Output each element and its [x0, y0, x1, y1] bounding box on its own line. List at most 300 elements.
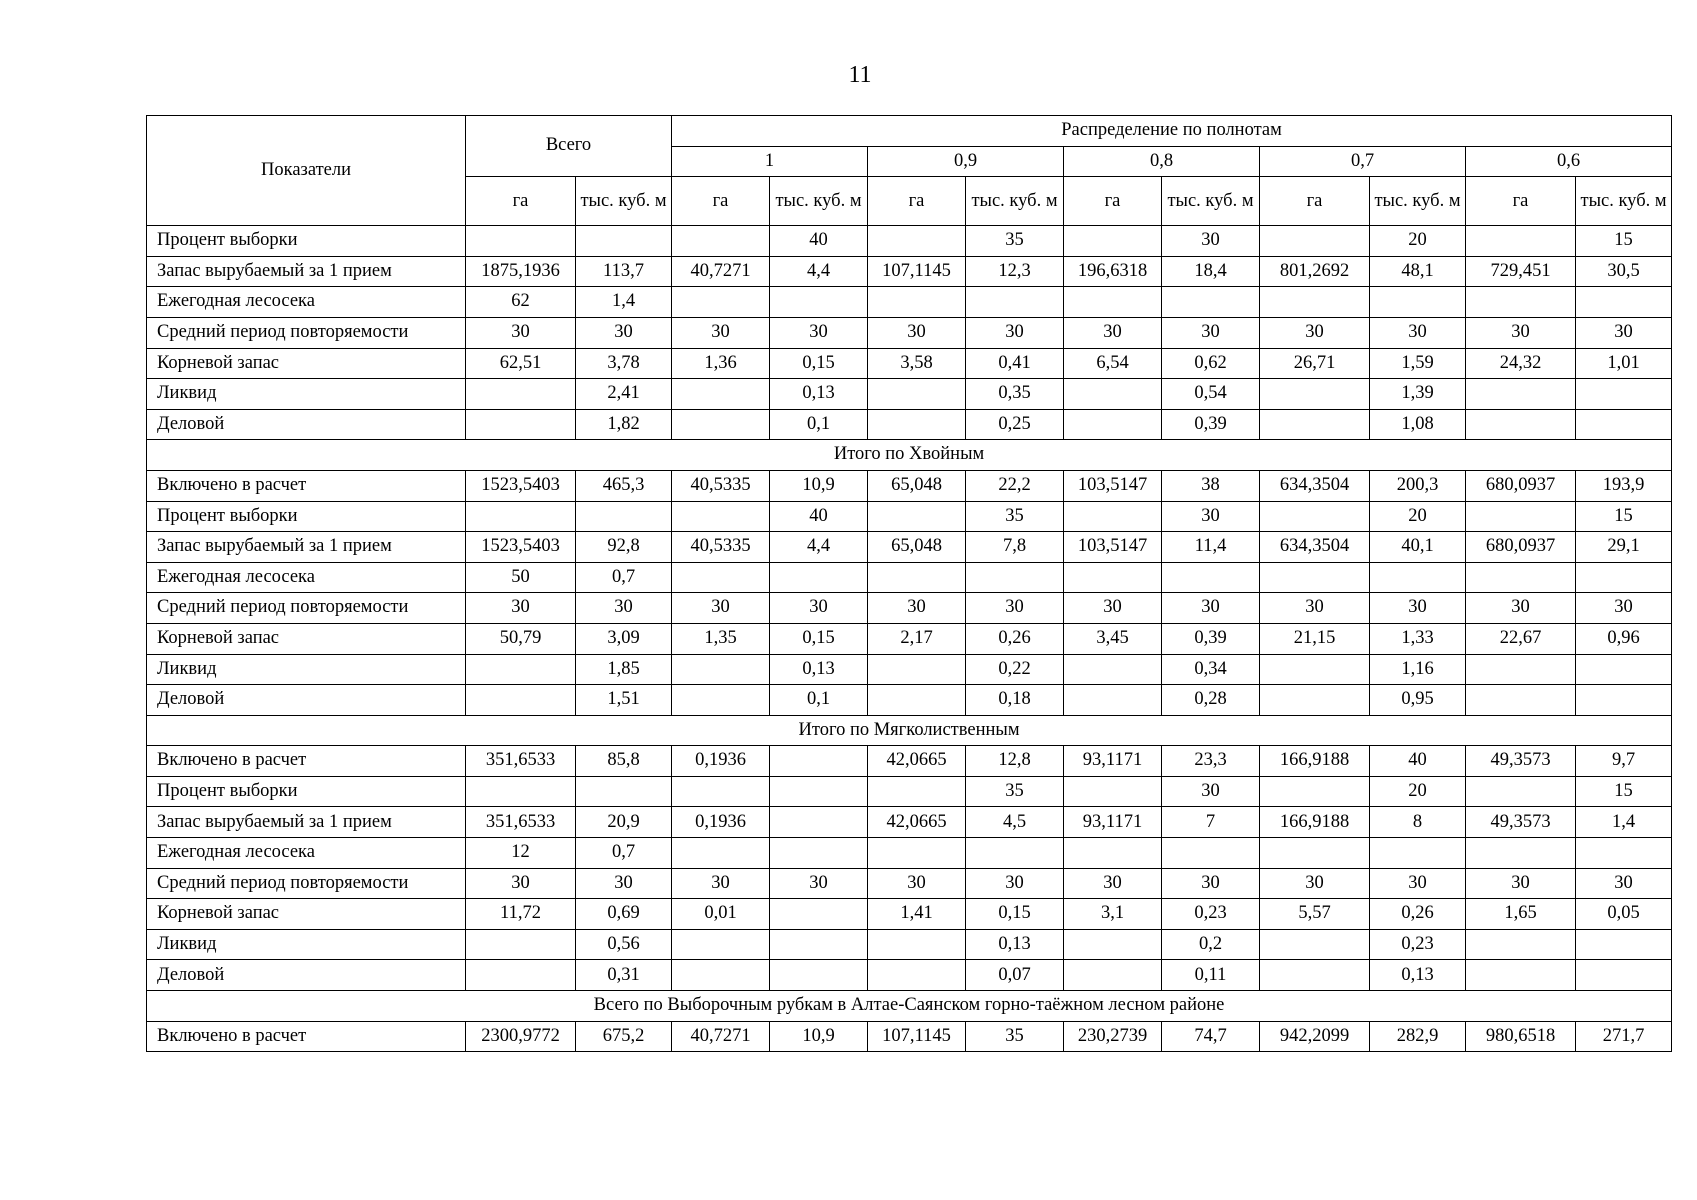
- table-cell: 30: [1466, 593, 1576, 624]
- table-cell: [1576, 929, 1672, 960]
- row-label: Ежегодная лесосека: [147, 562, 466, 593]
- header-unit-ha: га: [1466, 177, 1576, 226]
- table-cell: 30: [672, 593, 770, 624]
- table-cell: 30: [1162, 593, 1260, 624]
- table-cell: 0,26: [1370, 899, 1466, 930]
- table-cell: [868, 379, 966, 410]
- header-density-0-9: 0,9: [868, 146, 1064, 177]
- table-cell: 42,0665: [868, 746, 966, 777]
- header-density-1: 1: [672, 146, 868, 177]
- table-cell: 1,35: [672, 623, 770, 654]
- table-cell: 30,5: [1576, 256, 1672, 287]
- table-row: [147, 256, 1672, 287]
- table-cell: 30: [1162, 317, 1260, 348]
- table-cell: [1466, 501, 1576, 532]
- table-cell: [672, 501, 770, 532]
- table-cell: 0,07: [966, 960, 1064, 991]
- header-unit-ha: га: [672, 177, 770, 226]
- table-cell: [466, 379, 576, 410]
- table-cell: 10,9: [770, 1021, 868, 1052]
- table-cell: 30: [576, 317, 672, 348]
- table-cell: 0,1: [770, 409, 868, 440]
- table-cell: [576, 226, 672, 257]
- table-cell: 30: [1260, 317, 1370, 348]
- table-cell: [1064, 287, 1162, 318]
- table-cell: 282,9: [1370, 1021, 1466, 1052]
- table-cell: 62,51: [466, 348, 576, 379]
- table-cell: 0,13: [770, 654, 868, 685]
- table-cell: [1064, 776, 1162, 807]
- table-cell: 0,05: [1576, 899, 1672, 930]
- table-cell: [1064, 562, 1162, 593]
- table-cell: 200,3: [1370, 470, 1466, 501]
- table-cell: 1,85: [576, 654, 672, 685]
- table-row: [147, 929, 1672, 960]
- table-cell: 4,4: [770, 532, 868, 563]
- table-cell: 20: [1370, 776, 1466, 807]
- table-cell: 48,1: [1370, 256, 1466, 287]
- row-label: Процент выборки: [147, 501, 466, 532]
- table-cell: [672, 226, 770, 257]
- table-cell: 65,048: [868, 532, 966, 563]
- page-number: 11: [848, 62, 872, 88]
- table-cell: 93,1171: [1064, 807, 1162, 838]
- table-cell: 30: [1370, 593, 1466, 624]
- table-cell: 0,1936: [672, 807, 770, 838]
- table-cell: [770, 807, 868, 838]
- table-row: [147, 960, 1672, 991]
- row-label: Включено в расчет: [147, 746, 466, 777]
- table-cell: [770, 899, 868, 930]
- table-cell: 40,1: [1370, 532, 1466, 563]
- header-unit-volume: тыс. куб. м: [1162, 177, 1260, 226]
- row-label: Деловой: [147, 409, 466, 440]
- table-cell: 0,31: [576, 960, 672, 991]
- table-cell: 18,4: [1162, 256, 1260, 287]
- table-cell: 0,18: [966, 685, 1064, 716]
- table-cell: 0,2: [1162, 929, 1260, 960]
- section-title: Итого по Хвойным: [147, 440, 1672, 471]
- table-cell: 1,08: [1370, 409, 1466, 440]
- table-cell: 30: [672, 868, 770, 899]
- table-cell: 30: [966, 317, 1064, 348]
- row-label: Ликвид: [147, 379, 466, 410]
- table-cell: [466, 776, 576, 807]
- table-cell: [770, 776, 868, 807]
- section-title: Всего по Выборочным рубкам в Алтае-Саянском горно-таёжном лесном районе: [147, 991, 1672, 1022]
- section-row: [147, 991, 1672, 1022]
- table-row: [147, 317, 1672, 348]
- table-cell: 1875,1936: [466, 256, 576, 287]
- table-cell: [868, 562, 966, 593]
- table-cell: 2,17: [868, 623, 966, 654]
- table-cell: [1370, 287, 1466, 318]
- table-header: [147, 116, 1672, 226]
- table-cell: 30: [1260, 593, 1370, 624]
- table-cell: 1,01: [1576, 348, 1672, 379]
- table-cell: 4,5: [966, 807, 1064, 838]
- table-cell: [1064, 654, 1162, 685]
- table-cell: [868, 409, 966, 440]
- table-cell: 30: [576, 593, 672, 624]
- table-cell: 3,78: [576, 348, 672, 379]
- table-cell: 20: [1370, 501, 1466, 532]
- table-row: [147, 746, 1672, 777]
- table-cell: 30: [1162, 868, 1260, 899]
- table-cell: [1576, 960, 1672, 991]
- table-cell: 0,39: [1162, 409, 1260, 440]
- table-row: [147, 623, 1672, 654]
- table-cell: 166,9188: [1260, 746, 1370, 777]
- table-cell: 30: [1260, 868, 1370, 899]
- row-label: Корневой запас: [147, 623, 466, 654]
- table-cell: 30: [1064, 593, 1162, 624]
- table-cell: 1,36: [672, 348, 770, 379]
- table-cell: [466, 501, 576, 532]
- table-cell: 1,4: [576, 287, 672, 318]
- table-cell: 1,16: [1370, 654, 1466, 685]
- table-cell: 0,39: [1162, 623, 1260, 654]
- table-cell: 30: [966, 868, 1064, 899]
- table-cell: 35: [966, 226, 1064, 257]
- table-cell: 0,11: [1162, 960, 1260, 991]
- table-cell: [576, 776, 672, 807]
- table-cell: 30: [966, 593, 1064, 624]
- table-cell: [1162, 287, 1260, 318]
- table-cell: [868, 226, 966, 257]
- table-cell: 0,7: [576, 562, 672, 593]
- table-cell: 0,15: [770, 623, 868, 654]
- table-cell: 93,1171: [1064, 746, 1162, 777]
- table-cell: [868, 654, 966, 685]
- table-cell: 0,15: [770, 348, 868, 379]
- header-distribution: Распределение по полнотам: [672, 116, 1672, 147]
- table-cell: [672, 654, 770, 685]
- table-cell: 30: [1576, 317, 1672, 348]
- table-cell: 30: [1162, 501, 1260, 532]
- header-indicators: Показатели: [147, 116, 466, 226]
- table-cell: [672, 287, 770, 318]
- header-unit-ha: га: [1260, 177, 1370, 226]
- header-unit-ha: га: [868, 177, 966, 226]
- table-cell: 0,34: [1162, 654, 1260, 685]
- table-cell: 40,5335: [672, 532, 770, 563]
- row-label: Ликвид: [147, 654, 466, 685]
- table-cell: [1466, 929, 1576, 960]
- table-cell: 0,13: [1370, 960, 1466, 991]
- table-cell: [672, 960, 770, 991]
- table-row: [147, 776, 1672, 807]
- table-cell: 11,4: [1162, 532, 1260, 563]
- table-row: [147, 379, 1672, 410]
- table-cell: [1064, 838, 1162, 869]
- table-cell: 1523,5403: [466, 470, 576, 501]
- table-cell: 30: [1466, 868, 1576, 899]
- table-row: [147, 807, 1672, 838]
- table-cell: [466, 409, 576, 440]
- table-cell: 7: [1162, 807, 1260, 838]
- table-cell: 40: [1370, 746, 1466, 777]
- table-cell: 40,5335: [672, 470, 770, 501]
- table-cell: 42,0665: [868, 807, 966, 838]
- table-cell: [1576, 685, 1672, 716]
- table-cell: 107,1145: [868, 256, 966, 287]
- table-cell: 680,0937: [1466, 532, 1576, 563]
- table-cell: 1,41: [868, 899, 966, 930]
- table-cell: [466, 654, 576, 685]
- table-cell: 0,15: [966, 899, 1064, 930]
- table-cell: [466, 960, 576, 991]
- table-row: [147, 1021, 1672, 1052]
- table-cell: 35: [966, 1021, 1064, 1052]
- header-unit-volume: тыс. куб. м: [770, 177, 868, 226]
- table-cell: [868, 838, 966, 869]
- table-cell: 0,41: [966, 348, 1064, 379]
- row-label: Деловой: [147, 960, 466, 991]
- table-cell: [1260, 409, 1370, 440]
- table-cell: 35: [966, 501, 1064, 532]
- table-cell: 22,2: [966, 470, 1064, 501]
- table-cell: [672, 379, 770, 410]
- table-cell: [868, 287, 966, 318]
- table-cell: [966, 562, 1064, 593]
- table-cell: 40,7271: [672, 256, 770, 287]
- table-row: [147, 501, 1672, 532]
- table-cell: 0,13: [770, 379, 868, 410]
- table-cell: 675,2: [576, 1021, 672, 1052]
- table-cell: 801,2692: [1260, 256, 1370, 287]
- table-cell: [868, 929, 966, 960]
- table-cell: [1064, 501, 1162, 532]
- table-cell: 92,8: [576, 532, 672, 563]
- table-cell: 65,048: [868, 470, 966, 501]
- table-cell: 30: [868, 593, 966, 624]
- table-cell: [770, 746, 868, 777]
- table-cell: 38: [1162, 470, 1260, 501]
- table-cell: 1,4: [1576, 807, 1672, 838]
- row-label: Процент выборки: [147, 776, 466, 807]
- table-cell: [1064, 226, 1162, 257]
- table-cell: [1466, 287, 1576, 318]
- table-cell: [672, 776, 770, 807]
- table-cell: [1466, 838, 1576, 869]
- table-cell: 62: [466, 287, 576, 318]
- header-density-0-7: 0,7: [1260, 146, 1466, 177]
- table-cell: 30: [466, 593, 576, 624]
- table-cell: [466, 929, 576, 960]
- table-cell: [1064, 960, 1162, 991]
- table-cell: [1370, 562, 1466, 593]
- table-cell: [770, 287, 868, 318]
- table-cell: 12,3: [966, 256, 1064, 287]
- table-cell: 230,2739: [1064, 1021, 1162, 1052]
- table-cell: 351,6533: [466, 807, 576, 838]
- table-cell: [1260, 654, 1370, 685]
- table-cell: [1260, 838, 1370, 869]
- table-cell: 0,54: [1162, 379, 1260, 410]
- table-row: [147, 348, 1672, 379]
- table-cell: 20: [1370, 226, 1466, 257]
- table-cell: [1260, 501, 1370, 532]
- table-cell: 1,51: [576, 685, 672, 716]
- table-cell: 11,72: [466, 899, 576, 930]
- row-label: Процент выборки: [147, 226, 466, 257]
- table-cell: 0,26: [966, 623, 1064, 654]
- table-cell: 942,2099: [1260, 1021, 1370, 1052]
- section-title: Итого по Мягколиственным: [147, 715, 1672, 746]
- table-cell: 30: [1370, 317, 1466, 348]
- table-cell: [1064, 929, 1162, 960]
- table-cell: [672, 685, 770, 716]
- table-cell: 40: [770, 226, 868, 257]
- table-cell: 74,7: [1162, 1021, 1260, 1052]
- row-label: Ежегодная лесосека: [147, 287, 466, 318]
- table-cell: 196,6318: [1064, 256, 1162, 287]
- table-cell: 0,35: [966, 379, 1064, 410]
- table-cell: 465,3: [576, 470, 672, 501]
- section-row: [147, 440, 1672, 471]
- table-row: [147, 470, 1672, 501]
- table-cell: 113,7: [576, 256, 672, 287]
- table-cell: [868, 685, 966, 716]
- table-cell: 30: [770, 868, 868, 899]
- table-cell: [1466, 226, 1576, 257]
- table-cell: 30: [770, 317, 868, 348]
- table-cell: 1523,5403: [466, 532, 576, 563]
- table-cell: 30: [672, 317, 770, 348]
- table-cell: 35: [966, 776, 1064, 807]
- table-cell: [1370, 838, 1466, 869]
- table-cell: 12,8: [966, 746, 1064, 777]
- table-cell: 15: [1576, 501, 1672, 532]
- table-cell: 271,7: [1576, 1021, 1672, 1052]
- table-cell: [868, 960, 966, 991]
- table-cell: 634,3504: [1260, 532, 1370, 563]
- table-cell: 0,95: [1370, 685, 1466, 716]
- table-cell: [966, 287, 1064, 318]
- table-row: [147, 409, 1672, 440]
- row-label: Корневой запас: [147, 899, 466, 930]
- table-cell: 103,5147: [1064, 532, 1162, 563]
- table-cell: [1576, 838, 1672, 869]
- table-cell: 8: [1370, 807, 1466, 838]
- table-cell: 40: [770, 501, 868, 532]
- table-cell: 3,09: [576, 623, 672, 654]
- table-body: [147, 226, 1672, 1052]
- table-cell: [770, 562, 868, 593]
- table-cell: 85,8: [576, 746, 672, 777]
- table-cell: [1466, 654, 1576, 685]
- table-cell: 50: [466, 562, 576, 593]
- table-cell: 29,1: [1576, 532, 1672, 563]
- section-row: [147, 715, 1672, 746]
- table-row: [147, 532, 1672, 563]
- table-cell: [1466, 562, 1576, 593]
- table-cell: 0,62: [1162, 348, 1260, 379]
- table-cell: 24,32: [1466, 348, 1576, 379]
- table-cell: 26,71: [1260, 348, 1370, 379]
- table-cell: 0,13: [966, 929, 1064, 960]
- table-cell: [1064, 685, 1162, 716]
- row-label: Включено в расчет: [147, 1021, 466, 1052]
- table-row: [147, 899, 1672, 930]
- row-label: Запас вырубаемый за 1 прием: [147, 532, 466, 563]
- table-cell: 103,5147: [1064, 470, 1162, 501]
- table-cell: [1576, 287, 1672, 318]
- row-label: Ликвид: [147, 929, 466, 960]
- table-cell: 193,9: [1576, 470, 1672, 501]
- table-cell: 20,9: [576, 807, 672, 838]
- table-cell: [1064, 379, 1162, 410]
- table-cell: 40,7271: [672, 1021, 770, 1052]
- table-cell: [1260, 685, 1370, 716]
- row-label: Деловой: [147, 685, 466, 716]
- table-cell: 9,7: [1576, 746, 1672, 777]
- table-cell: 22,67: [1466, 623, 1576, 654]
- table-cell: [770, 929, 868, 960]
- table-cell: 0,23: [1162, 899, 1260, 930]
- table-cell: 30: [1064, 868, 1162, 899]
- table-cell: [672, 838, 770, 869]
- table-cell: [1576, 654, 1672, 685]
- table-cell: 15: [1576, 776, 1672, 807]
- table-cell: 30: [466, 317, 576, 348]
- table-cell: [770, 838, 868, 869]
- table-cell: [1260, 379, 1370, 410]
- table-cell: [1466, 960, 1576, 991]
- table-cell: 23,3: [1162, 746, 1260, 777]
- table-cell: [466, 685, 576, 716]
- table-row: [147, 685, 1672, 716]
- table-cell: [770, 960, 868, 991]
- table-cell: [1260, 226, 1370, 257]
- table-row: [147, 226, 1672, 257]
- table-cell: 21,15: [1260, 623, 1370, 654]
- table-cell: [1260, 562, 1370, 593]
- table-cell: 2300,9772: [466, 1021, 576, 1052]
- table-cell: 0,01: [672, 899, 770, 930]
- table-cell: 0,7: [576, 838, 672, 869]
- table-cell: 30: [1064, 317, 1162, 348]
- table-cell: 0,96: [1576, 623, 1672, 654]
- table-cell: [1260, 929, 1370, 960]
- table-cell: 30: [868, 868, 966, 899]
- table-cell: 0,28: [1162, 685, 1260, 716]
- table-cell: 0,25: [966, 409, 1064, 440]
- table-cell: [672, 409, 770, 440]
- table-cell: 0,1936: [672, 746, 770, 777]
- table-cell: 107,1145: [868, 1021, 966, 1052]
- table-cell: 30: [868, 317, 966, 348]
- table-cell: 3,1: [1064, 899, 1162, 930]
- table-cell: [672, 929, 770, 960]
- table-cell: 0,22: [966, 654, 1064, 685]
- header-unit-volume: тыс. куб. м: [1576, 177, 1672, 226]
- table-cell: 12: [466, 838, 576, 869]
- table-cell: 1,82: [576, 409, 672, 440]
- table-cell: 30: [1162, 776, 1260, 807]
- table-cell: 2,41: [576, 379, 672, 410]
- table-cell: 4,4: [770, 256, 868, 287]
- header-unit-volume: тыс. куб. м: [576, 177, 672, 226]
- table-cell: [1576, 409, 1672, 440]
- table-cell: [1260, 776, 1370, 807]
- table-cell: [1260, 960, 1370, 991]
- table-cell: 10,9: [770, 470, 868, 501]
- table-cell: [672, 562, 770, 593]
- table-cell: 3,45: [1064, 623, 1162, 654]
- table-cell: [1064, 409, 1162, 440]
